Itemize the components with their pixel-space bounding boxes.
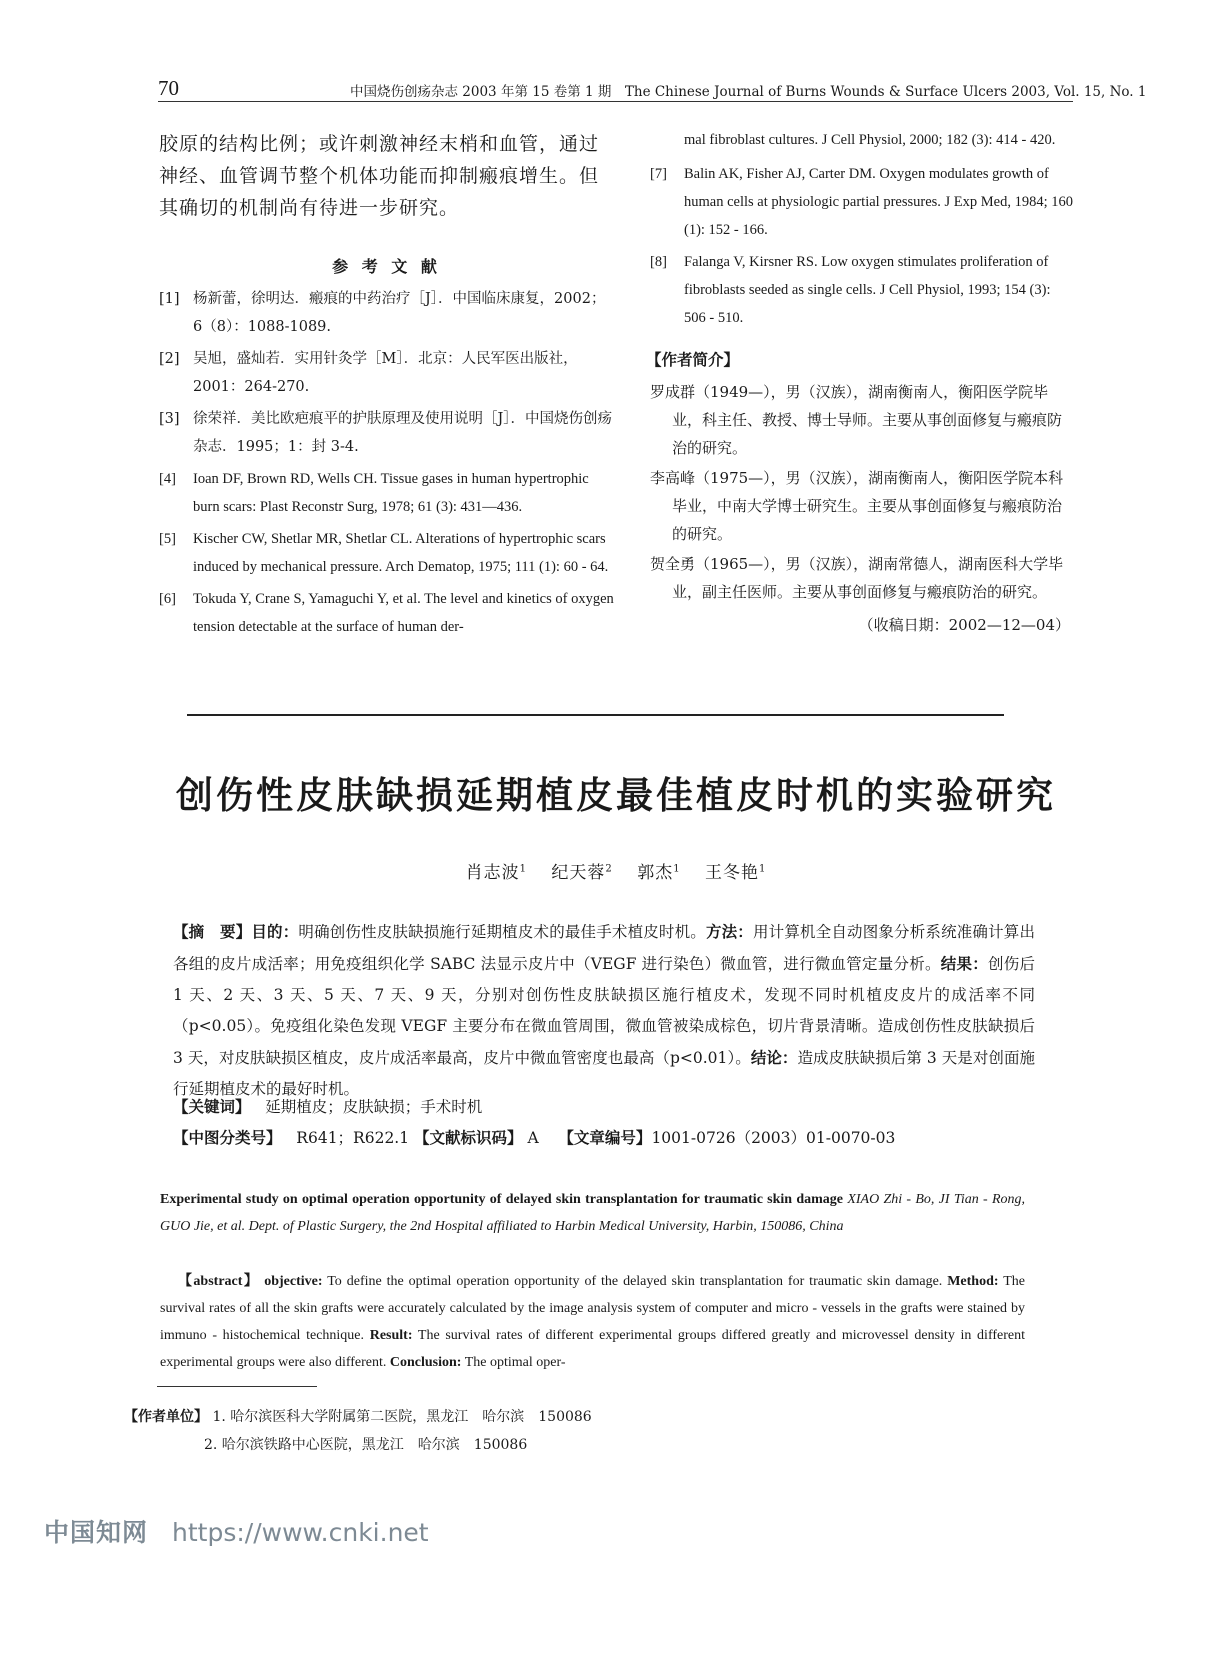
method-text: 用计算机全自动图象分析系统准确计算出各组的皮片成活率；用免疫组织化学 SABC 法显示皮片中（VEGF 进行染色）微血管，进行微血管定量分析。	[173, 923, 1035, 973]
reference-number: [7]	[650, 166, 667, 182]
clc-label: 【中图分类号】	[173, 1128, 282, 1147]
abstract-english	[160, 1268, 1025, 1376]
right-column	[646, 128, 1074, 635]
doc-code-label: 【文献标识码】	[414, 1128, 523, 1147]
article-number-label: 【文章编号】	[558, 1128, 652, 1147]
method-en-label: Method:	[947, 1274, 999, 1289]
cnki-watermark	[44, 1513, 429, 1549]
reference-item	[159, 585, 614, 641]
author-name: 肖志波$^1$	[465, 863, 528, 883]
reference-item	[650, 160, 1074, 244]
reference-list	[159, 285, 614, 641]
author-name: 王冬艳$^1$	[704, 863, 767, 883]
author-bio: 李高峰（1975—），男（汉族），湖南衡南人，衡阳医学院本科毕业，中南大学博士研究生。主要从事创面修复与瘢痕防治的研究。	[650, 469, 1064, 543]
affiliation-item: 1. 哈尔滨医科大学附属第二医院，黑龙江 哈尔滨 150086	[212, 1409, 592, 1425]
previous-article-body-end: 胶原的结构比例；或许刺激神经末梢和血管，通过神经、血管调节整个机体功能而抑制瘢痕增生。但其确切的机制尚有待进一步研究。	[159, 133, 600, 219]
method-label: 方法：	[705, 922, 753, 941]
reference-item	[159, 285, 614, 341]
author-list	[0, 858, 1232, 883]
doc-code-value: A	[527, 1129, 539, 1147]
keywords-text: 延期植皮；皮肤缺损；手术时机	[265, 1098, 483, 1116]
reference-number: [1]	[159, 291, 180, 307]
clc-value: R641；R622.1	[296, 1129, 410, 1147]
english-title-block	[160, 1186, 1025, 1240]
keywords-label: 【关键词】	[173, 1097, 251, 1116]
reference-text: Falanga V, Kirsner RS. Low oxygen stimulates proliferation of fibroblasts seeded as single cells. J Cell Physiol, 1993; 154 (3): 506 - 510.	[684, 254, 1051, 326]
english-title: Experimental study on optimal operation opportunity of delayed skin transplantation for traumatic skin damage	[160, 1192, 844, 1207]
reference-number: [3]	[159, 411, 180, 427]
reference-text: Ioan DF, Brown RD, Wells CH. Tissue gases in human hypertrophic burn scars: Plast Reconstr Surg, 1978; 61 (3): 431—436.	[193, 471, 589, 515]
author-affiliations	[124, 1403, 592, 1459]
reference-number: [6]	[159, 591, 176, 607]
method-en-text: The survival rates of all the skin grafts were accurately calculated by the image analysis system of computer and micro - vessels in the grafts were stained by immuno - histochemical technique.	[160, 1274, 1025, 1343]
keywords-line	[173, 1095, 482, 1117]
abstract-chinese	[173, 916, 1035, 1105]
reference-item	[159, 465, 614, 521]
reference-number: [4]	[159, 471, 176, 487]
objective-label: 目的：	[251, 922, 299, 941]
author-bio-title: 【作者简介】	[646, 350, 740, 369]
abstract-label: 【摘 要】	[173, 922, 252, 941]
result-en-text: The survival rates of different experimental groups differed greatly and microvessel density in different experimental groups were also different.	[160, 1328, 1025, 1370]
affiliation-item: 2. 哈尔滨铁路中心医院，黑龙江 哈尔滨 150086	[204, 1437, 528, 1453]
result-en-label: Result:	[369, 1328, 413, 1343]
references-title: 参 考 文 献	[332, 257, 441, 276]
reference-text: Kischer CW, Shetlar MR, Shetlar CL. Alterations of hypertrophic scars induced by mechanical pressure. Arch Dematop, 1975; 111 (1): 60 - 64.	[193, 531, 609, 575]
running-head: 中国烧伤创疡杂志 2003 年第 15 卷第 1 期 The Chinese Journal of Burns Wounds & Surface Ulcers 2003, Vol. 15, No. 1	[350, 84, 1147, 100]
result-text: 创伤后 1 天、2 天、3 天、5 天、7 天、9 天，分别对创伤性皮肤缺损区施行植皮术，发现不同时机植皮皮片的成活率不同（p<0.05）。免疫组化染色发现 VEGF 主要分布在微血管周围，微血管被染成棕色，切片背景清晰。造成创伤性皮肤缺损后 3 天，对皮肤缺损区植皮，皮片成活率最高，皮片中微血管密度也最高（p<0.01）。	[173, 955, 1035, 1067]
conclusion-en-label: Conclusion:	[389, 1355, 462, 1370]
received-date: （收稿日期：2002—12—04）	[858, 616, 1070, 634]
objective-en-label: objective:	[264, 1274, 323, 1289]
reference-number: [5]	[159, 531, 176, 547]
reference-text: 杨新蕾，徐明达．瘢痕的中药治疗［J］．中国临床康复，2002；6（8）：1088-1089.	[193, 291, 606, 335]
header-rule	[158, 101, 1073, 102]
affiliation-label: 【作者单位】	[124, 1409, 208, 1425]
page-number: 70	[158, 76, 179, 100]
reference-item	[159, 525, 614, 581]
english-authors-affiliation: XIAO Zhi - Bo, JI Tian - Rong, GUO Jie, et al. Dept. of Plastic Surgery, the 2nd Hospital affiliated to Harbin Medical University, Harbin, 150086, China	[160, 1192, 1025, 1234]
footnote-rule	[157, 1386, 317, 1387]
reference-number: [8]	[650, 254, 667, 270]
reference-text: 徐荣祥．美比欧疤痕平的护肤原理及使用说明［J］．中国烧伤创疡杂志．1995；1：封 3-4.	[193, 411, 613, 455]
reference-item	[159, 405, 614, 461]
conclusion-en-text: The optimal oper-	[464, 1355, 566, 1370]
conclusion-text: 造成皮肤缺损后第 3 天是对创面施行延期植皮术的最好时机。	[173, 1049, 1035, 1098]
objective-en-text: To define the optimal operation opportunity of the delayed skin transplantation for traumatic skin damage.	[327, 1274, 943, 1289]
reference-text: Tokuda Y, Crane S, Yamaguchi Y, et al. The level and kinetics of oxygen tension detectable at the surface of human der-	[193, 591, 614, 635]
author-bio: 贺全勇（1965—），男（汉族），湖南常德人，湖南医科大学毕业，副主任医师。主要从事创面修复与瘢痕防治的研究。	[650, 555, 1064, 601]
reference-item	[650, 248, 1074, 332]
author-name: 纪天蓉$^2$	[551, 863, 613, 883]
author-bio: 罗成群（1949—），男（汉族），湖南衡南人，衡阳医学院毕业，科主任、教授、博士导师。主要从事创面修复与瘢痕防治的研究。	[650, 383, 1063, 457]
abstract-en-label: 【abstract】	[178, 1274, 260, 1289]
reference-text: 吴旭，盛灿若．实用针灸学［M］．北京：人民军医出版社，2001：264-270.	[193, 351, 578, 395]
watermark-url: https://www.cnki.net	[172, 1518, 429, 1547]
watermark-brand: 中国知网	[44, 1518, 149, 1547]
result-label: 结果：	[940, 954, 988, 973]
conclusion-label: 结论：	[750, 1048, 798, 1067]
classification-line	[173, 1126, 895, 1148]
reference-item	[159, 345, 614, 401]
article-title: 创伤性皮肤缺损延期植皮最佳植皮时机的实验研究	[176, 774, 1056, 817]
objective-text: 明确创伤性皮肤缺损施行延期植皮术的最佳手术植皮时机。	[298, 923, 706, 941]
left-column	[159, 128, 614, 645]
reference-continuation: mal fibroblast cultures. J Cell Physiol, 2000; 182 (3): 414 - 420.	[684, 132, 1056, 148]
article-number-value: 1001-0726（2003）01-0070-03	[651, 1129, 896, 1147]
author-name: 郭杰$^1$	[637, 863, 681, 883]
section-divider	[187, 714, 1004, 716]
reference-text: Balin AK, Fisher AJ, Carter DM. Oxygen modulates growth of human cells at physiologic partial pressures. J Exp Med, 1984; 160 (1): 152 - 166.	[684, 166, 1074, 238]
reference-number: [2]	[159, 351, 180, 367]
